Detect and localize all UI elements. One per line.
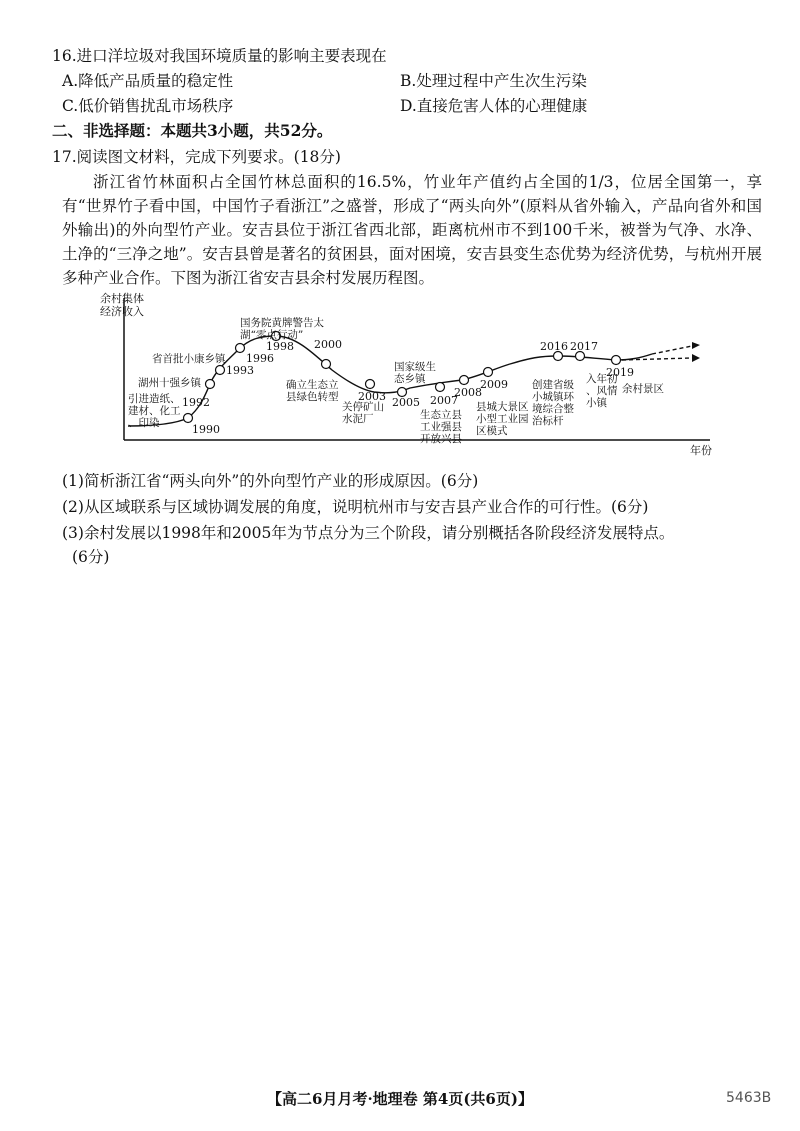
- sub-question-3: (3)余村发展以1998年和2005年为节点分为三个阶段，请分别概括各阶段经济发展特点。: [62, 524, 675, 542]
- x-axis-label: 年份: [690, 444, 712, 457]
- annotation-2009: 县城大景区小型工业园区模式: [476, 401, 529, 437]
- annotation-1993: 湖州十强乡镇: [138, 377, 201, 389]
- question-17-stem: 17.阅读图文材料，完成下列要求。(18分): [52, 148, 341, 166]
- annotation-1990: 引进造纸、建材、化工、印染: [128, 393, 181, 429]
- option-c: C.低价销售扰乱市场秩序: [62, 97, 234, 115]
- year-label: 2003: [358, 390, 386, 403]
- annotation-2007: 生态立县工业强县开放兴县: [420, 409, 462, 445]
- paper-code: 5463B: [726, 1090, 772, 1106]
- point-2008: [460, 376, 469, 385]
- year-label: 2019: [606, 366, 634, 379]
- y-axis-label: 余村集体 经济收入: [100, 292, 144, 318]
- sub-question-1: (1)简析浙江省“两头向外”的外向型竹产业的形成原因。(6分): [62, 472, 479, 490]
- year-label: 2009: [480, 378, 508, 391]
- year-label: 2016: [540, 340, 568, 353]
- year-label: 1992: [182, 396, 210, 409]
- point-1990: [184, 414, 193, 423]
- point-1996: [236, 344, 245, 353]
- annotation-2017: 入年初、风情小镇: [586, 373, 618, 409]
- point-2009: [484, 368, 493, 377]
- annotation-2019: 余村景区: [622, 383, 664, 395]
- point-1992: [206, 380, 215, 389]
- arrow-head-2: [692, 354, 700, 362]
- trend-dashed-1: [652, 346, 692, 354]
- year-label: 1990: [192, 423, 220, 436]
- point-2003: [366, 380, 375, 389]
- material-paragraph: 浙江省竹林面积占全国竹林总面积的16.5%，竹业年产值约占全国的1/3，位居全国第一，享有“世界竹子看中国，中国竹子看浙江”之盛誉，形成了“两头向外”(原料从省外输入，产品向省外和国外输出)的外向型竹产业。安吉县位于浙江省西北部，距离杭州市不到100千米，被誉为气净、水净、土净的“三净之地”。安吉县曾是著名的贫困县，面对困境，安吉县变生态优势为经济优势，与杭州开展多种产业合作。下图为浙江省安吉县余村发展历程图。: [62, 173, 762, 287]
- point-1993: [216, 366, 225, 375]
- point-2000: [322, 360, 331, 369]
- annotation-2003: 关停矿山水泥厂: [342, 401, 384, 425]
- year-label: 1998: [266, 340, 294, 353]
- question-16-stem: 16.进口洋垃圾对我国环境质量的影响主要表现在: [52, 47, 387, 65]
- annotation-1996: 省首批小康乡镇: [152, 353, 226, 365]
- year-label: 2005: [392, 396, 420, 409]
- option-b: B.处理过程中产生次生污染: [400, 72, 587, 90]
- annotation-1998: 国务院黄牌警告太湖“零点行动”: [240, 317, 324, 341]
- arrow-head-1: [692, 342, 700, 349]
- annotation-2016: 创建省级小城镇环境综合整治标杆: [532, 379, 574, 427]
- annotation-2000: 确立生态立县绿色转型: [286, 379, 339, 403]
- page-footer: 【高二6月月考·地理卷 第4页(共6页)】: [267, 1090, 533, 1108]
- point-2007: [436, 383, 445, 392]
- point-2019: [612, 356, 621, 365]
- year-label: 2000: [314, 338, 342, 351]
- option-a: A.降低产品质量的稳定性: [62, 72, 234, 90]
- option-d: D.直接危害人体的心理健康: [400, 97, 588, 115]
- section-heading: 二、非选择题：本题共3小题，共52分。: [52, 121, 333, 140]
- year-label: 2008: [454, 386, 482, 399]
- year-label: 2017: [570, 340, 598, 353]
- year-label: 1996: [246, 352, 274, 365]
- year-label: 2007: [430, 394, 458, 407]
- development-chart: [100, 292, 720, 462]
- annotation-2007-eco: 国家级生态乡镇: [394, 361, 436, 385]
- sub-question-2: (2)从区域联系与区域协调发展的角度，说明杭州市与安吉县产业合作的可行性。(6分): [62, 498, 649, 516]
- year-label: 1993: [226, 364, 254, 377]
- sub-question-3-score: (6分): [72, 548, 110, 566]
